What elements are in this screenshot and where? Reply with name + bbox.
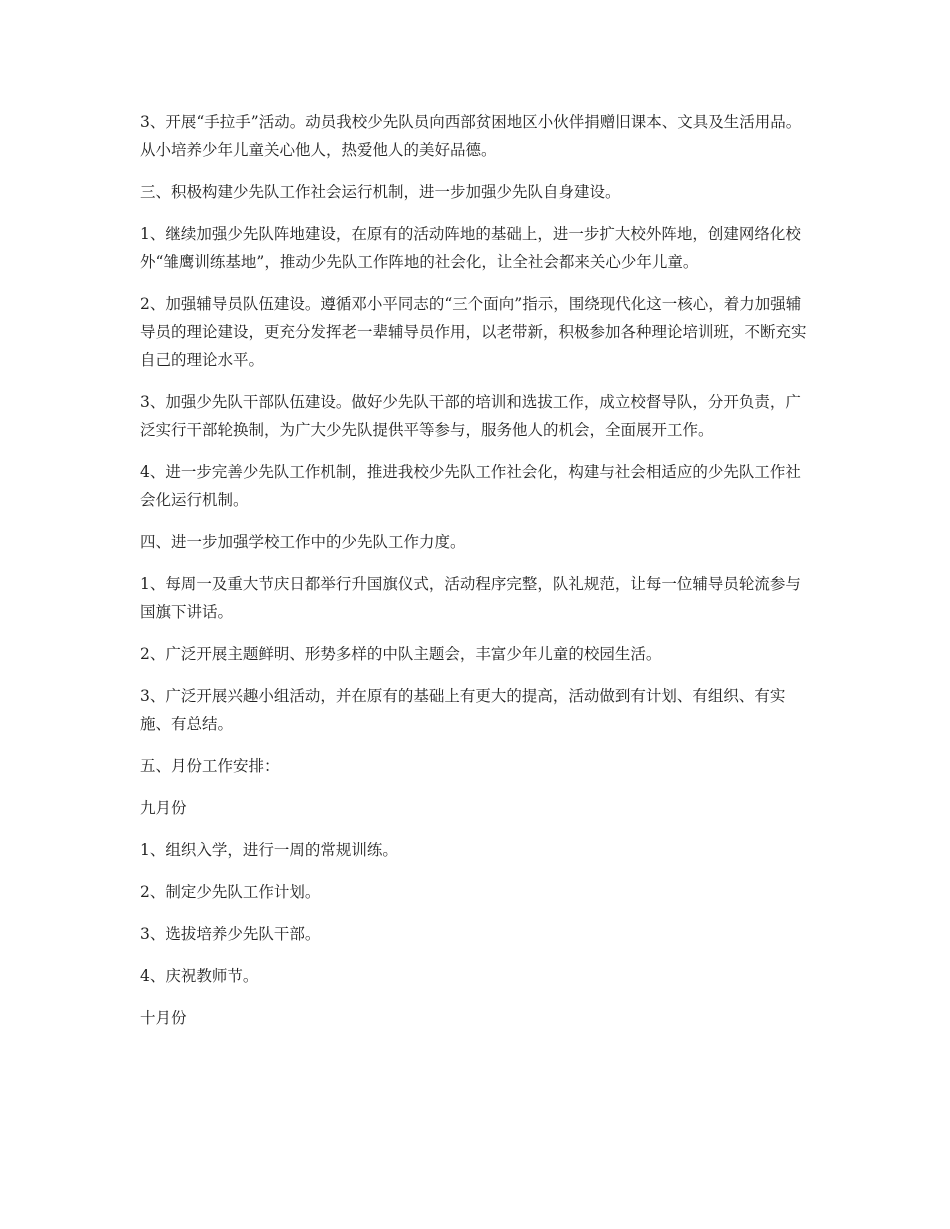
list-item: 3、选拔培养少先队干部。 <box>140 925 321 943</box>
list-item: 4、庆祝教师节。 <box>140 967 259 985</box>
paragraph-work-mechanism: 4、进一步完善少先队工作机制，推进我校少先队工作社会化，构建与社会相适应的少先队工作社会化运行机制。 <box>140 463 801 509</box>
month-heading-october: 十月份 <box>140 1009 187 1027</box>
month-heading-september: 九月份 <box>140 799 187 817</box>
paragraph-cadre-team: 3、加强少先队干部队伍建设。做好少先队干部的培训和选拔工作，成立校督导队，分开负责，广泛实行干部轮换制，为广大少先队提供平等参与，服务他人的机会，全面展开工作。 <box>140 393 801 439</box>
paragraph-theme-meetings: 2、广泛开展主题鲜明、形势多样的中队主题会，丰富少年儿童的校园生活。 <box>140 645 662 663</box>
document-body <box>140 108 810 1046</box>
section-heading-5: 五、月份工作安排： <box>140 757 280 775</box>
list-item: 2、制定少先队工作计划。 <box>140 883 321 901</box>
list-item: 1、组织入学，进行一周的常规训练。 <box>140 841 398 859</box>
paragraph-shoulashou-activity: 3、开展“手拉手”活动。动员我校少先队员向西部贫困地区小伙伴捐赠旧课本、文具及生活用品。从小培养少年儿童关心他人，热爱他人的美好品德。 <box>140 113 802 159</box>
section-heading-4: 四、进一步加强学校工作中的少先队工作力度。 <box>140 533 466 551</box>
paragraph-interest-groups: 3、广泛开展兴趣小组活动，并在原有的基础上有更大的提高，活动做到有计划、有组织、有实施、有总结。 <box>140 687 786 733</box>
paragraph-base-construction: 1、继续加强少先队阵地建设，在原有的活动阵地的基础上，进一步扩大校外阵地，创建网络化校外“雏鹰训练基地”，推动少先队工作阵地的社会化，让全社会都来关心少年儿童。 <box>140 225 801 271</box>
section-heading-3: 三、积极构建少先队工作社会运行机制，进一步加强少先队自身建设。 <box>140 183 621 201</box>
paragraph-flag-ceremony: 1、每周一及重大节庆日都举行升国旗仪式，活动程序完整，队礼规范，让每一位辅导员轮流参与国旗下讲话。 <box>140 575 801 621</box>
paragraph-counselor-team: 2、加强辅导员队伍建设。遵循邓小平同志的“三个面向”指示，围绕现代化这一核心，着力加强辅导员的理论建设，更充分发挥老一辈辅导员作用，以老带新，积极参加各种理论培训班，不断充实自己的理论水平。 <box>140 295 807 369</box>
